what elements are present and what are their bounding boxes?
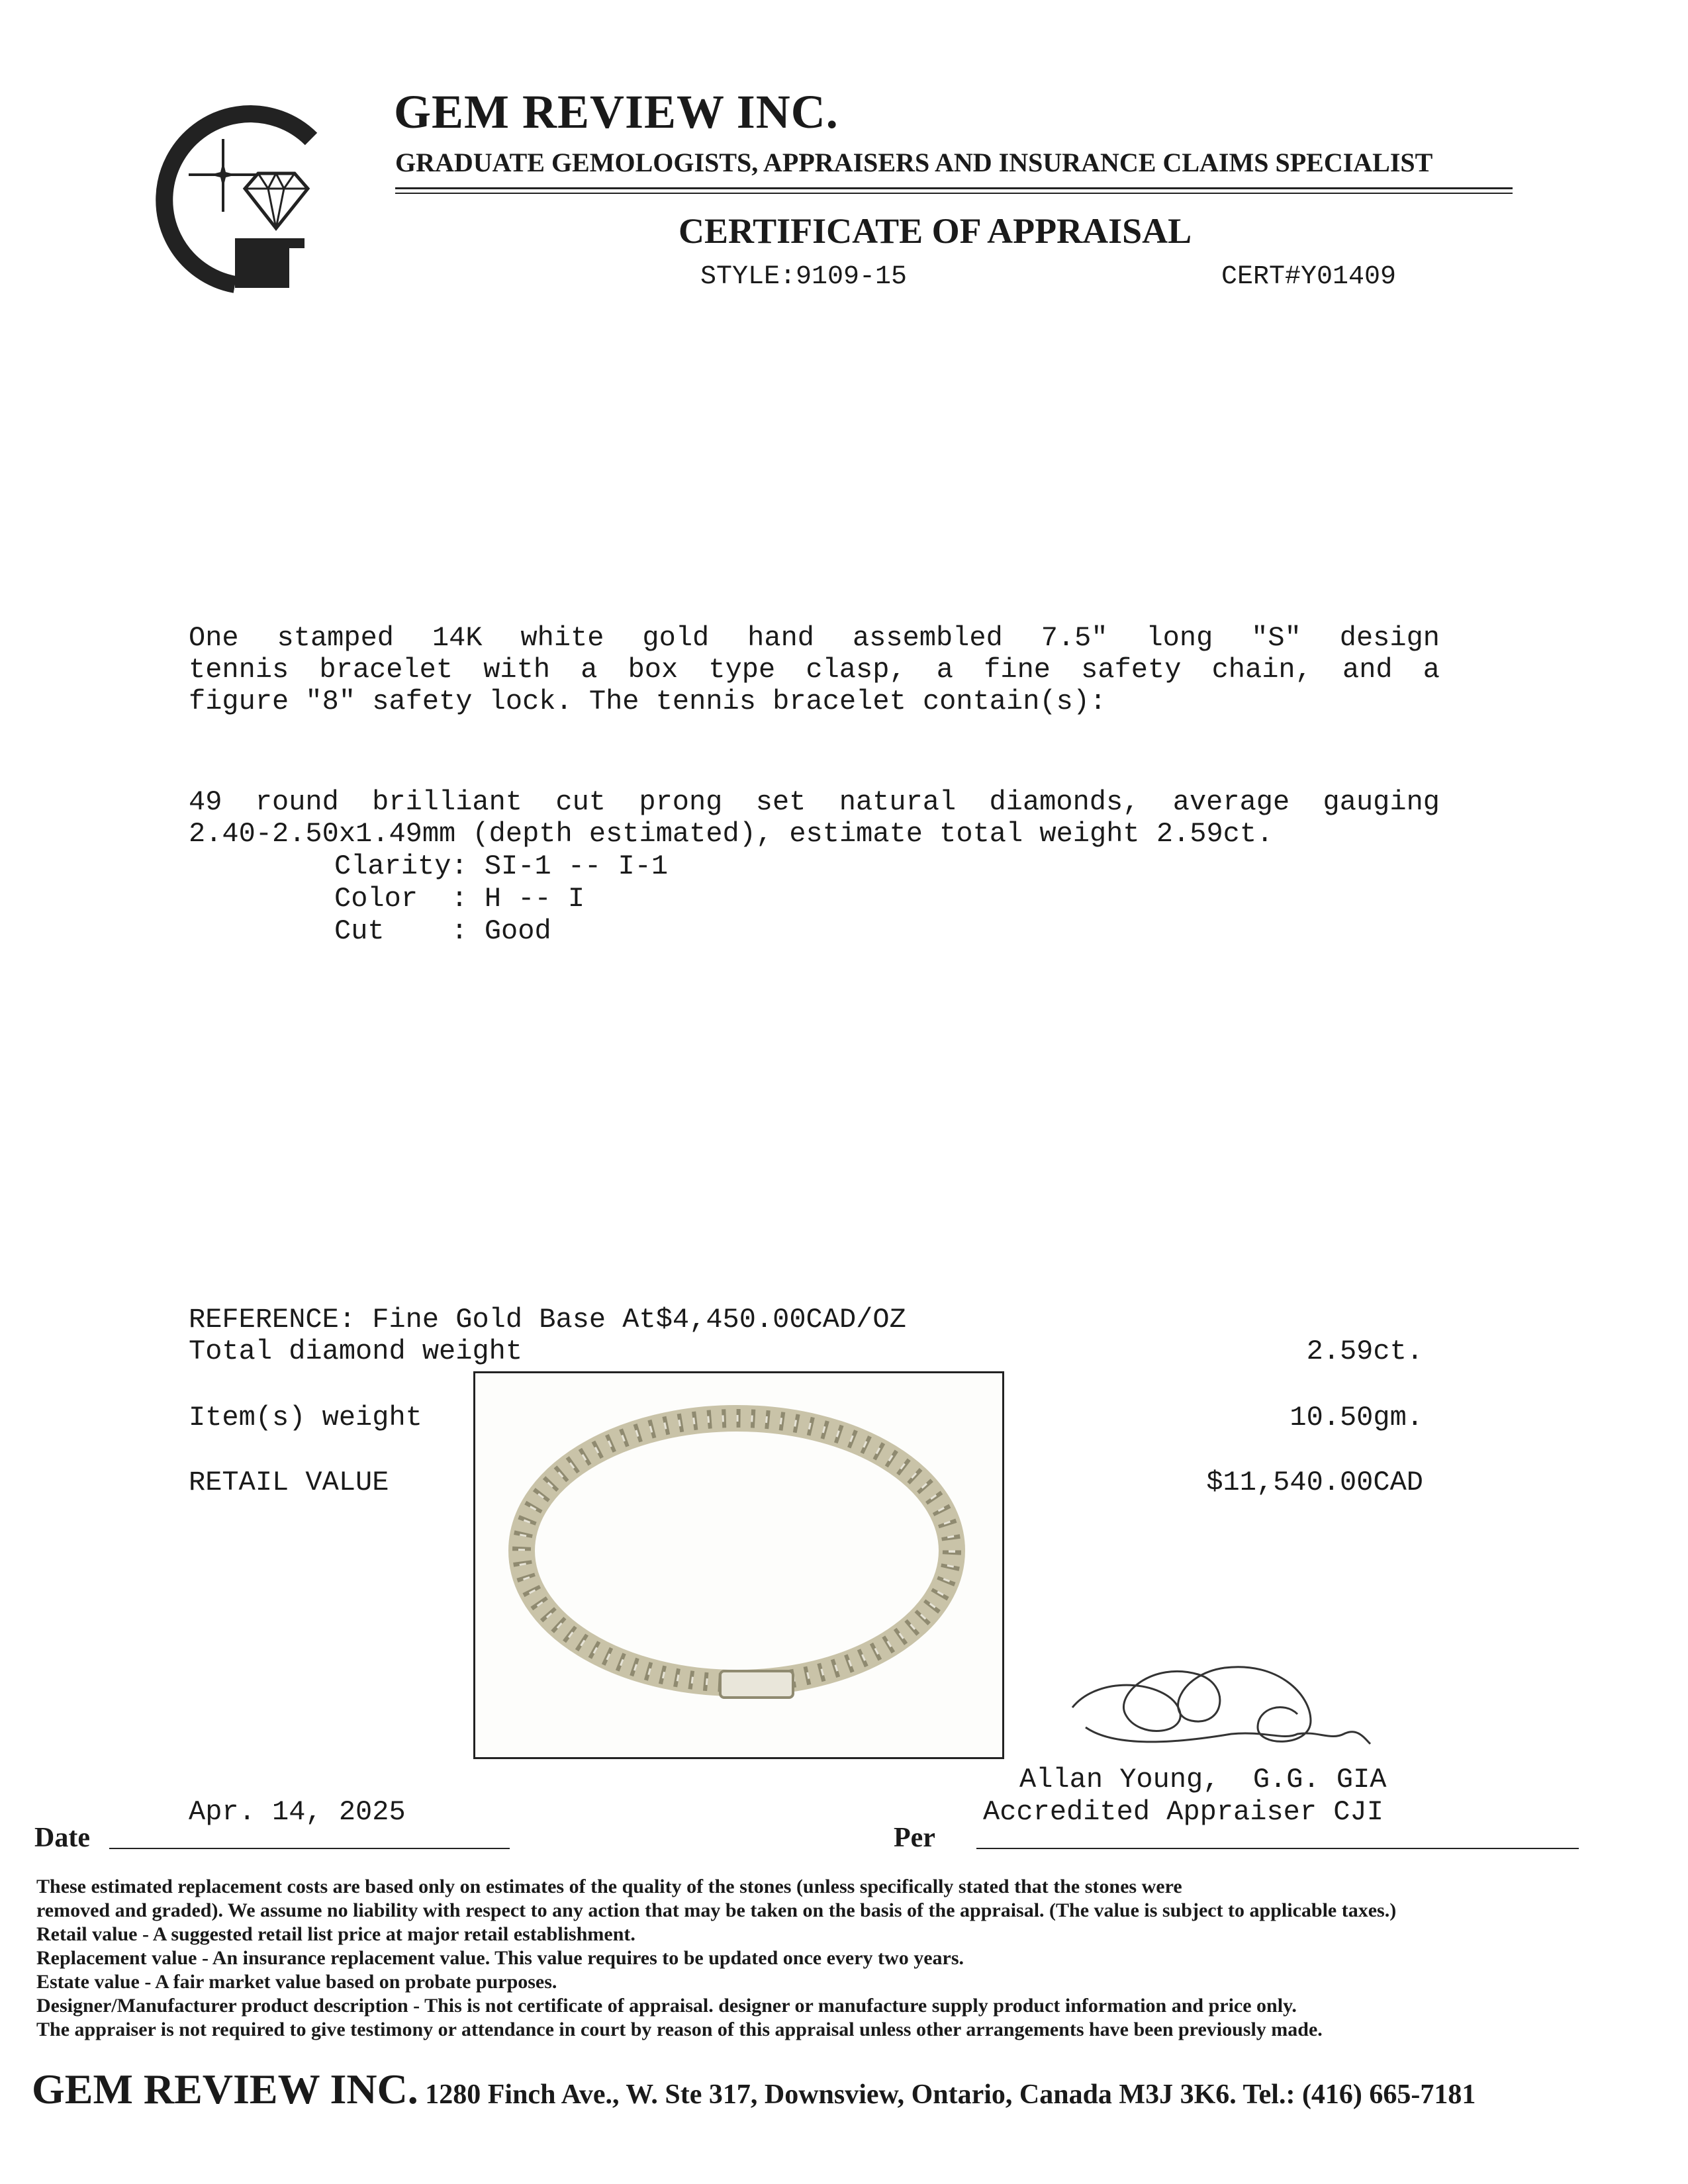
retail-value-label: RETAIL VALUE xyxy=(189,1467,389,1498)
gold-reference: REFERENCE: Fine Gold Base At$4,450.00CAD/OZ xyxy=(189,1304,906,1336)
per-label: Per xyxy=(894,1823,935,1853)
header-rule-bottom xyxy=(395,193,1513,194)
description-line: tennis bracelet with a box type clasp, a fine safety chain, and a xyxy=(189,654,1440,686)
retail-value-amount: $11,540.00CAD xyxy=(1206,1467,1423,1498)
disclaimer-line: Retail value - A suggested retail list price at major retail establishment. xyxy=(36,1923,635,1945)
appraiser-signature xyxy=(1059,1635,1403,1767)
date-signature-line xyxy=(109,1848,510,1849)
item-weight-label: Item(s) weight xyxy=(189,1402,422,1433)
total-weight-label: Total diamond weight xyxy=(189,1336,523,1367)
cert-number: CERT#Y01409 xyxy=(1221,262,1397,292)
date-value: Apr. 14, 2025 xyxy=(189,1796,406,1828)
description-line: One stamped 14K white gold hand assembled 7.5" long "S" design xyxy=(189,622,1440,654)
stone-details xyxy=(189,786,1440,850)
disclaimer-line: The appraiser is not required to give testimony or attendance in court by reason of this appraisal unless other arrangements have been previously made. xyxy=(36,2019,1323,2040)
disclaimer-line: Estate value - A fair market value based on probate purposes. xyxy=(36,1971,557,1993)
disclaimer xyxy=(36,1875,1396,2042)
appraiser-name: Allan Young, G.G. GIA xyxy=(1019,1764,1387,1796)
company-logo xyxy=(136,99,328,298)
header-rule-top xyxy=(395,187,1513,189)
bracelet-illustration xyxy=(475,1373,1002,1757)
logo-pedestal xyxy=(235,238,305,288)
style-number: STYLE:9109-15 xyxy=(700,262,908,292)
footer-address: 1280 Finch Ave., W. Ste 317, Downsview, Ontario, Canada M3J 3K6. Tel.: (416) 665-7181 xyxy=(418,2079,1476,2110)
disclaimer-line: removed and graded). We assume no liability with respect to any action that may be taken on the basis of the appraisal. (The value is subject to applicable taxes.) xyxy=(36,1899,1397,1921)
clarity-grade: Clarity: SI-1 -- I-1 xyxy=(334,850,669,882)
item-weight-value: 10.50gm. xyxy=(1289,1402,1423,1433)
color-grade: Color : H -- I xyxy=(334,883,585,915)
company-name: GEM REVIEW INC. xyxy=(394,85,839,138)
disclaimer-line: These estimated replacement costs are based only on estimates of the quality of the stones (unless specifically stated that the stones were xyxy=(36,1876,1182,1897)
item-description xyxy=(189,622,1440,717)
company-tagline: GRADUATE GEMOLOGISTS, APPRAISERS AND INSURANCE CLAIMS SPECIALIST xyxy=(395,148,1433,177)
footer-company: GEM REVIEW INC. xyxy=(32,2066,418,2113)
disclaimer-line: Designer/Manufacturer product description - This is not certificate of appraisal. designer or manufacture supply product information and price only. xyxy=(36,1995,1297,2017)
stone-line: 49 round brilliant cut prong set natural diamonds, average gauging xyxy=(189,786,1440,818)
stone-line: 2.40-2.50x1.49mm (depth estimated), estimate total weight 2.59ct. xyxy=(189,818,1274,850)
total-weight-value: 2.59ct. xyxy=(1306,1336,1423,1367)
date-label: Date xyxy=(34,1823,90,1853)
appraiser-credential: Accredited Appraiser CJI xyxy=(983,1796,1383,1828)
certificate-title: CERTIFICATE OF APPRAISAL xyxy=(679,211,1192,251)
bracelet-photo xyxy=(473,1371,1004,1759)
per-signature-line xyxy=(976,1848,1579,1849)
footer xyxy=(32,2065,1476,2114)
logo-diamond-icon xyxy=(245,173,308,228)
disclaimer-line: Replacement value - An insurance replacement value. This value requires to be updated once every two years. xyxy=(36,1947,964,1969)
description-line: figure "8" safety lock. The tennis bracelet contain(s): xyxy=(189,686,1107,717)
cut-grade: Cut : Good xyxy=(334,915,551,947)
